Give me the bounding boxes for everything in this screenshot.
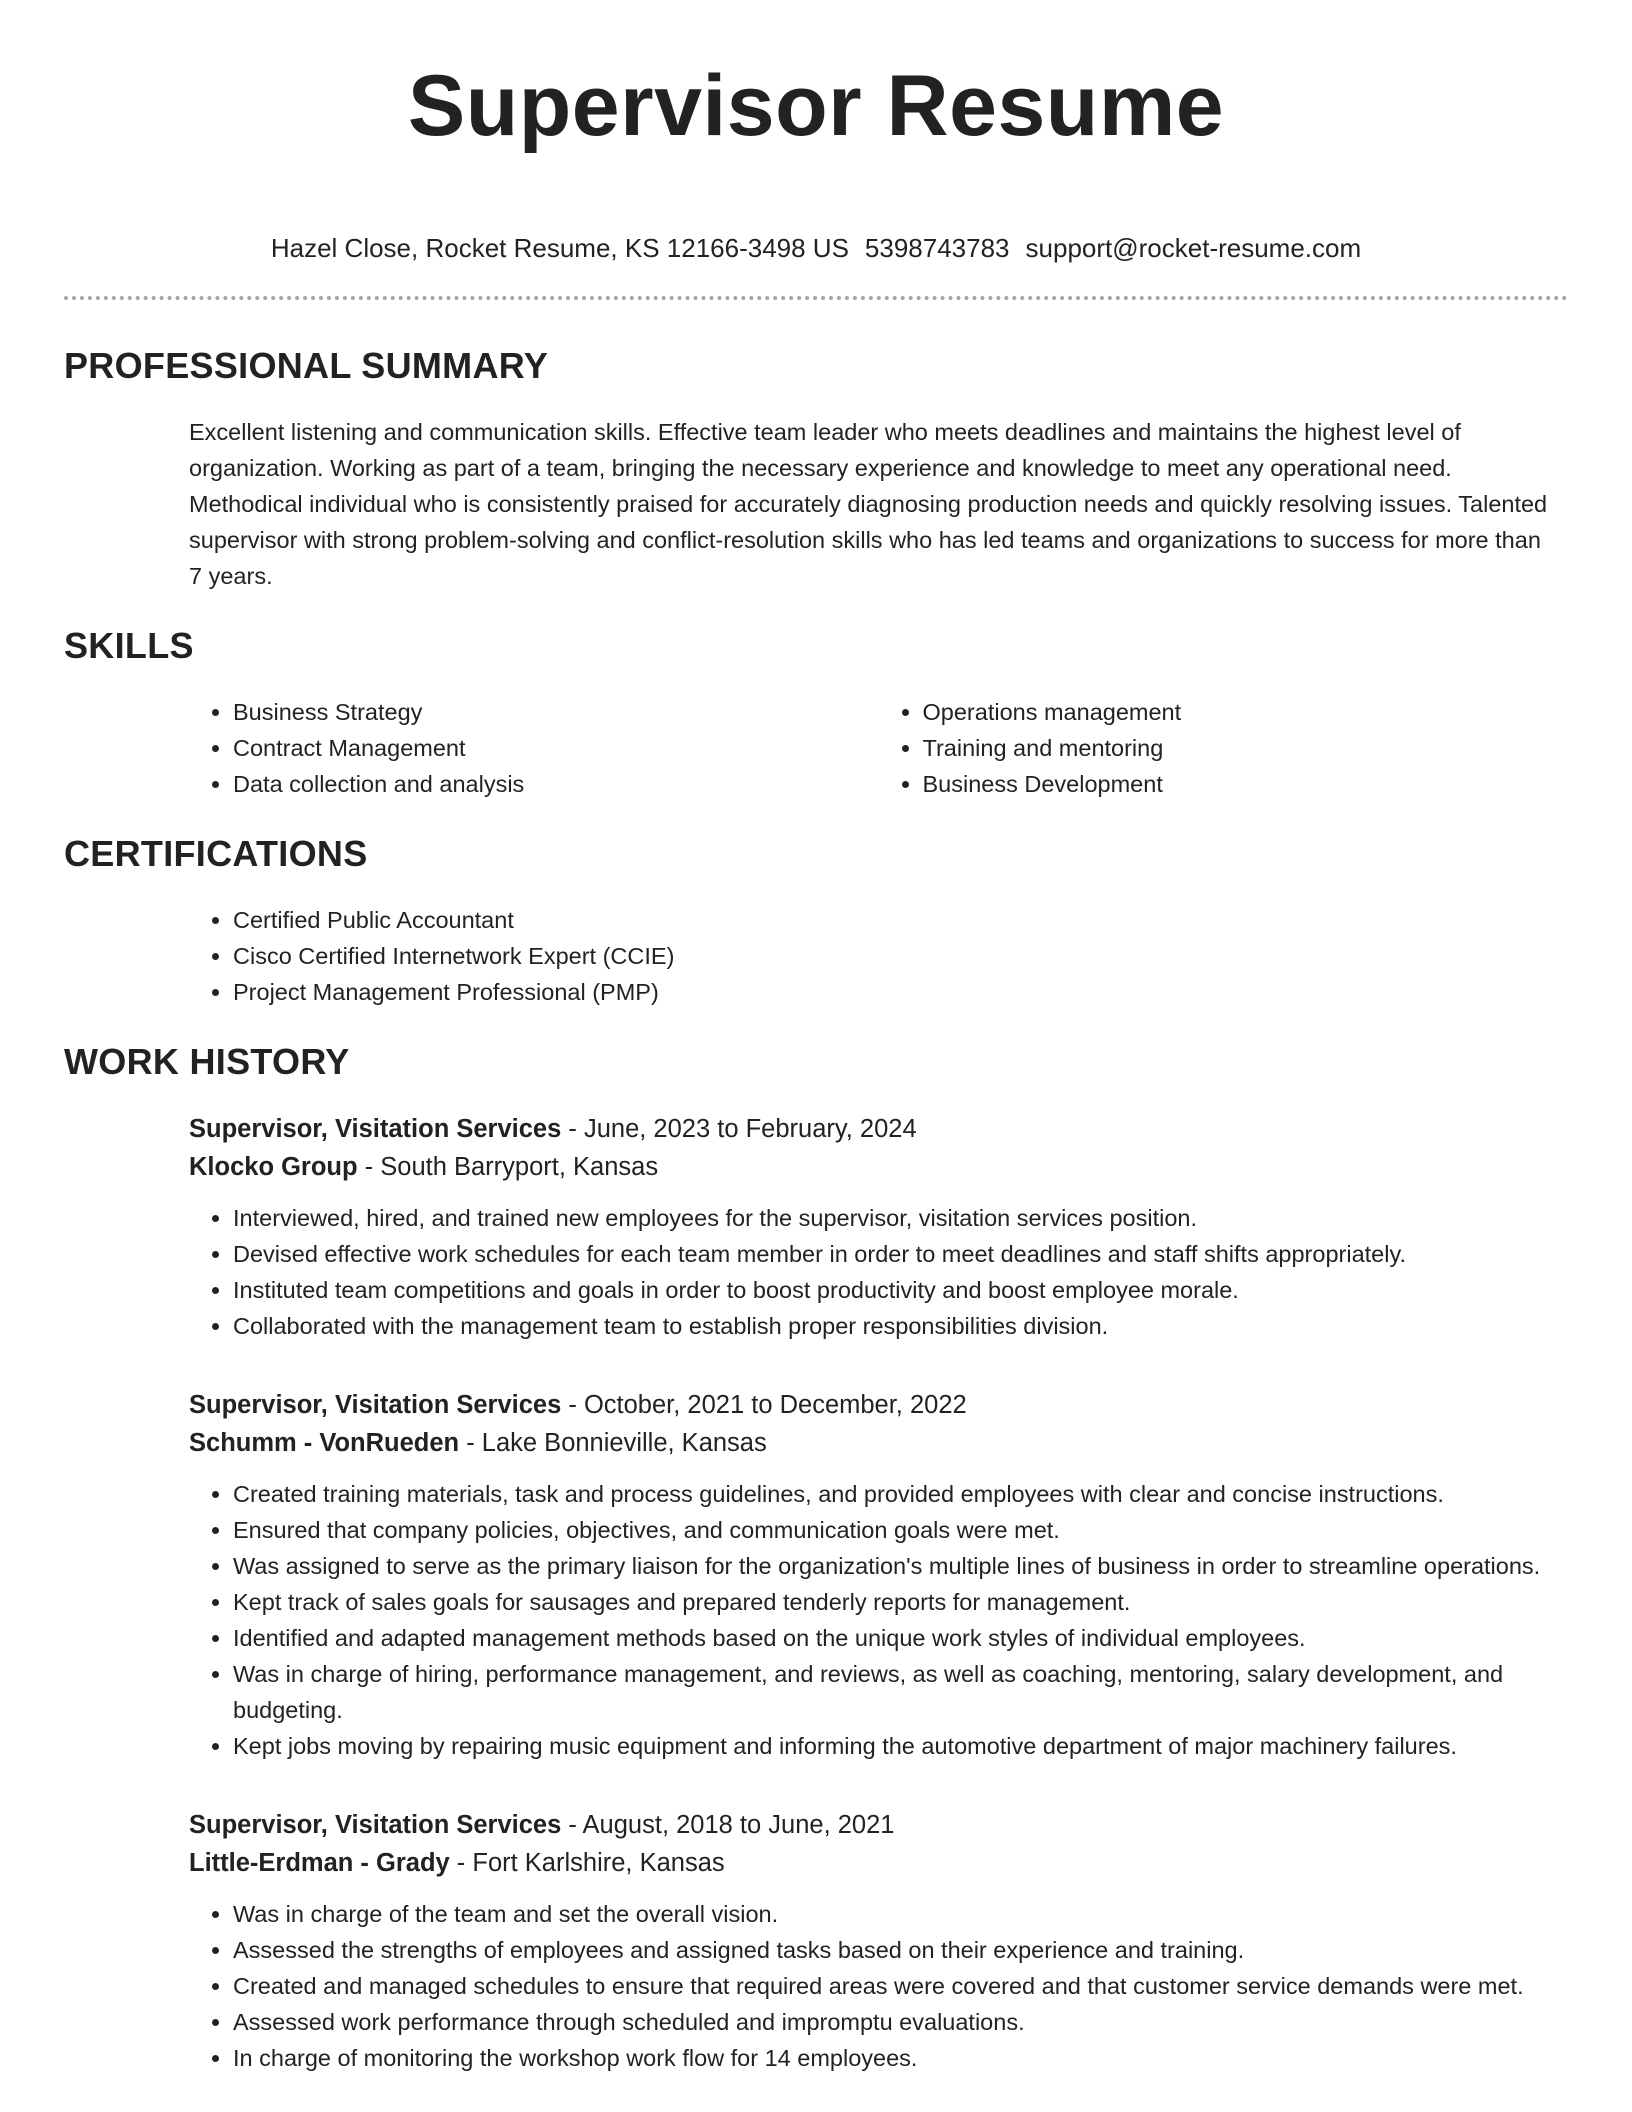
- resume-title: Supervisor Resume: [407, 58, 1225, 154]
- skills-column-right: [879, 694, 1569, 802]
- job-bullet: • Devised effective work schedules for each team member in order to meet deadlines and staff shifts appropriately.: [233, 1236, 1568, 1272]
- resume-page: [64, 0, 1568, 2076]
- job-bullet: • Identified and adapted management methods based on the unique work styles of individual employees.: [233, 1620, 1568, 1656]
- skill-item: • Business Strategy: [233, 694, 879, 730]
- skills-column-left: [189, 694, 879, 802]
- job-dates: - June, 2023 to February, 2024: [561, 1115, 917, 1143]
- job-company: Klocko Group: [189, 1153, 358, 1181]
- job-bullet: • In charge of monitoring the workshop work flow for 14 employees.: [233, 2040, 1568, 2076]
- job-bullet: • Was assigned to serve as the primary liaison for the organization's multiple lines of business in order to streamline operations.: [233, 1548, 1568, 1584]
- header-divider: [64, 296, 1568, 300]
- certification-item: • Certified Public Accountant: [233, 902, 1568, 938]
- contact-address: Hazel Close, Rocket Resume, KS 12166-3498 US: [270, 233, 849, 263]
- job-company: Schumm - VonRueden: [189, 1429, 460, 1457]
- job-bullets: [189, 1896, 1568, 2076]
- job-entry: [189, 1110, 1568, 1344]
- summary-heading: PROFESSIONAL SUMMARY: [64, 345, 549, 386]
- job-role: Supervisor, Visitation Services: [189, 1811, 562, 1839]
- job-dates: - October, 2021 to December, 2022: [561, 1391, 967, 1419]
- summary-text: Excellent listening and communication skills. Effective team leader who meets deadlines and maintains the highest level of organization. Working as part of a team, bringing the necessary experience and knowledge to meet any operational need. Methodical individual who is consistently praised for accurately diagnosing production needs and quickly resolving issues. Talented supervisor with strong problem-solving and conflict-resolution skills who has led teams and organizations to success for more than 7 years.: [189, 419, 1548, 589]
- certification-item: • Cisco Certified Internetwork Expert (CCIE): [233, 938, 1568, 974]
- job-bullet: • Ensured that company policies, objectives, and communication goals were met.: [233, 1512, 1568, 1548]
- job-bullet: • Collaborated with the management team to establish proper responsibilities division.: [233, 1308, 1568, 1344]
- job-location: - South Barryport, Kansas: [357, 1153, 659, 1181]
- job-bullet: • Was in charge of the team and set the overall vision.: [233, 1896, 1568, 1932]
- skill-item: • Training and mentoring: [923, 730, 1569, 766]
- job-location: - Fort Karlshire, Kansas: [449, 1849, 725, 1877]
- job-bullet: • Assessed work performance through scheduled and impromptu evaluations.: [233, 2004, 1568, 2040]
- job-bullets: [189, 1476, 1568, 1764]
- job-company-line: [189, 1844, 1568, 1882]
- job-role: Supervisor, Visitation Services: [189, 1115, 562, 1143]
- job-entry: [189, 1806, 1568, 2076]
- job-company-line: [189, 1148, 1568, 1186]
- job-title-line: [189, 1386, 1568, 1424]
- skill-item: • Business Development: [923, 766, 1569, 802]
- job-role: Supervisor, Visitation Services: [189, 1391, 562, 1419]
- job-bullet: • Interviewed, hired, and trained new employees for the supervisor, visitation services position.: [233, 1200, 1568, 1236]
- job-title-line: [189, 1110, 1568, 1148]
- contact-email[interactable]: support@rocket-resume.com: [1025, 233, 1362, 263]
- contact-phone: 5398743783: [864, 233, 1010, 263]
- certifications-list: [189, 902, 1568, 1010]
- certifications-heading: CERTIFICATIONS: [64, 833, 368, 874]
- job-bullet: • Created and managed schedules to ensure that required areas were covered and that customer service demands were met.: [233, 1968, 1568, 2004]
- contact-line: [64, 232, 1568, 264]
- certifications-bullets: [189, 902, 1568, 1010]
- job-bullet: • Kept track of sales goals for sausages and prepared tenderly reports for management.: [233, 1584, 1568, 1620]
- job-dates: - August, 2018 to June, 2021: [561, 1811, 895, 1839]
- job-company-line: [189, 1424, 1568, 1462]
- job-entry: [189, 1386, 1568, 1764]
- job-bullet: • Assessed the strengths of employees and assigned tasks based on their experience and training.: [233, 1932, 1568, 1968]
- job-bullet: • Instituted team competitions and goals in order to boost productivity and boost employee morale.: [233, 1272, 1568, 1308]
- job-bullet: • Created training materials, task and process guidelines, and provided employees with clear and concise instructions.: [233, 1476, 1568, 1512]
- job-bullet: • Kept jobs moving by repairing music equipment and informing the automotive department of major machinery failures.: [233, 1728, 1568, 1764]
- job-title-line: [189, 1806, 1568, 1844]
- skills-list: [189, 694, 1568, 802]
- certification-item: • Project Management Professional (PMP): [233, 974, 1568, 1010]
- work-history-heading: WORK HISTORY: [64, 1041, 350, 1082]
- skill-item: • Operations management: [923, 694, 1569, 730]
- skills-heading: SKILLS: [64, 625, 194, 666]
- job-company: Little-Erdman - Grady: [189, 1849, 450, 1877]
- job-location: - Lake Bonnieville, Kansas: [459, 1429, 767, 1457]
- job-bullet: • Was in charge of hiring, performance management, and reviews, as well as coaching, mentoring, salary development, and budgeting.: [233, 1656, 1568, 1728]
- skill-item: • Data collection and analysis: [233, 766, 879, 802]
- skill-item: • Contract Management: [233, 730, 879, 766]
- job-bullets: [189, 1200, 1568, 1344]
